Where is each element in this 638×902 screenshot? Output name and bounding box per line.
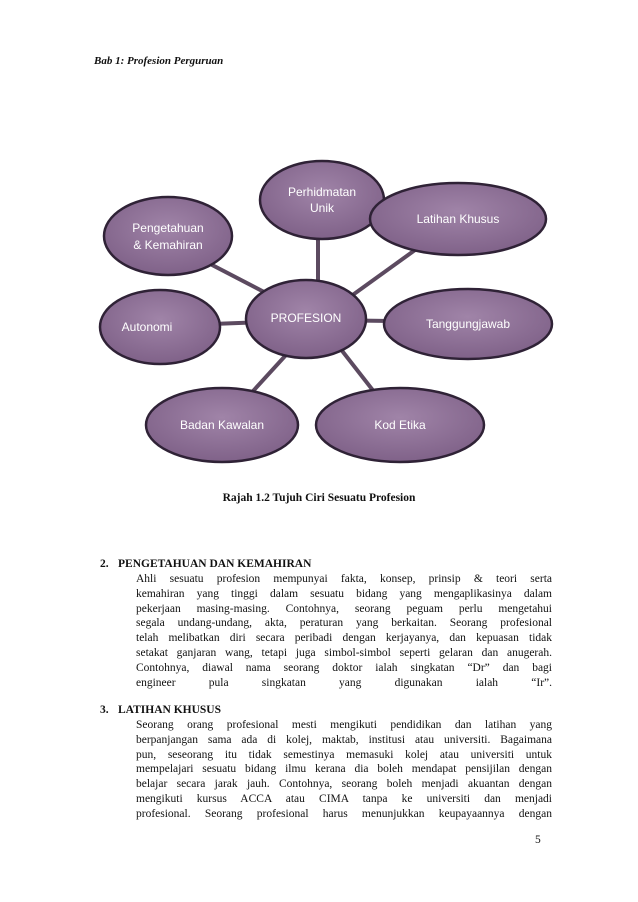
figure-caption: Rajah 1.2 Tujuh Ciri Sesuatu Profesion [222, 492, 416, 504]
node-label: Tanggungjawab [425, 317, 511, 331]
node-kod-etika [316, 388, 484, 462]
node-pengetahuan-kemahiran [104, 197, 232, 275]
page-header: Bab 1: Profesion Perguruan [94, 55, 224, 67]
paragraph-line: kemahiran yang tinggi dalam sesuatu bidang yang mengaplikasinya dalam [136, 587, 552, 600]
node-label: & Kemahiran [133, 238, 203, 252]
section-title: LATIHAN KHUSUS [118, 704, 221, 716]
paragraph-line: belajar secara jarak jauh. Contohnya, seorang boleh menjadi akuantan dengan [136, 778, 552, 791]
paragraph-line: Seorang orang profesional mesti mengikuti pendidikan dan latihan yang [136, 719, 552, 731]
node-label: Unik [309, 201, 335, 215]
node-tanggungjawab [384, 289, 552, 359]
paragraph-line: pun, seseorang itu tidak semestinya memasuki kolej atau universiti untuk [136, 748, 552, 761]
section-heading [100, 703, 552, 718]
node-label: Badan Kawalan [179, 418, 265, 432]
paragraph-line: Ahli sesuatu profesion mempunyai fakta, konsep, prinsip & teori serta [136, 573, 552, 585]
page-number: 5 [535, 834, 541, 846]
node-label: Latihan Khusus [416, 212, 500, 226]
section-body [136, 718, 552, 822]
paragraph-line: segala undang-undang, akta, peraturan yang berkaitan. Seorang profesional [136, 617, 552, 630]
paragraph-line: setakat ganjaran wang, tetapi juga simbol-simbol seperti gelaran dan anugerah. [136, 646, 552, 659]
node-badan-kawalan [146, 388, 298, 462]
paragraph-line: engineer pula singkatan yang digunakan ialah “Ir”. [136, 676, 552, 689]
paragraph-line: pekerjaan masing-masing. Contohnya, seorang peguam perlu mengetahui [136, 602, 552, 615]
node-autonomi [100, 290, 220, 364]
center-label: PROFESION [270, 311, 342, 325]
paragraph-line: profesional. Seorang profesional harus menunjukkan keupayaannya dengan [136, 807, 552, 820]
node-label: Autonomi [121, 320, 173, 334]
section-number: 2. [100, 558, 109, 570]
section-number: 3. [100, 704, 109, 716]
paragraph-line: telah melibatkan diri secara peribadi dengan kerjayanya, dan kepuasan tidak [136, 632, 552, 645]
node-latihan-khusus [370, 183, 546, 255]
section-body [136, 572, 552, 690]
section-latihan-khusus [100, 703, 552, 822]
node-label: Perhidmatan [287, 185, 357, 199]
paragraph-line: berpanjangan sama ada di kolej, maktab, institusi atau universiti. Bagaimana [136, 733, 552, 746]
paragraph-line: mempelajari sesuatu bidang ilmu kerana dia boleh mendapat pensijilan dengan [136, 763, 552, 776]
section-pengetahuan-kemahiran [100, 557, 552, 690]
section-title: PENGETAHUAN DAN KEMAHIRAN [118, 558, 312, 570]
node-perhidmatan-unik [260, 161, 384, 239]
paragraph-line: mengikuti kursus ACCA atau CIMA tanpa ke universiti dan menjadi [136, 792, 552, 805]
node-label: Pengetahuan [132, 221, 204, 235]
node-label: Kod Etika [374, 418, 426, 432]
section-heading [100, 557, 552, 572]
node-profesion-center [246, 280, 366, 358]
paragraph-line: Contohnya, diawal nama seorang doktor ialah singkatan “Dr” dan bagi [136, 661, 552, 674]
